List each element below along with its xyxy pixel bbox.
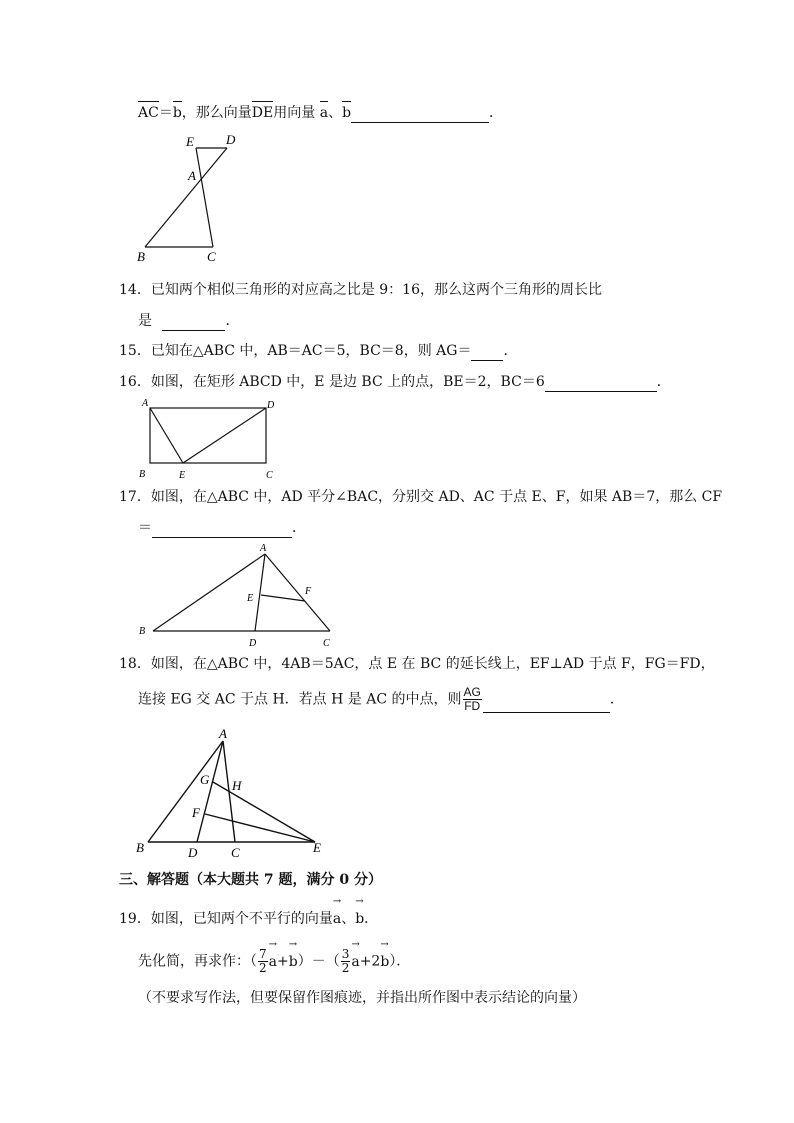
q16-end: ． bbox=[656, 374, 671, 390]
q15-line bbox=[119, 341, 517, 361]
fraction-3-2 bbox=[341, 948, 351, 975]
label-f: F bbox=[192, 805, 200, 820]
q19-line2 bbox=[138, 948, 410, 975]
fraction-numerator: 7 bbox=[259, 947, 267, 961]
segment-ec bbox=[196, 148, 213, 247]
segment-ef bbox=[261, 595, 305, 601]
plus-sign: + bbox=[277, 953, 289, 970]
answer-blank-14[interactable] bbox=[162, 314, 225, 331]
vector-b2: b bbox=[342, 105, 352, 121]
label-h: H bbox=[232, 778, 242, 793]
label-g: G bbox=[200, 772, 210, 787]
q19-line1 bbox=[119, 909, 378, 929]
q19-line3: （不要求写作法，但要保留作图痕迹，并指出所作图中表示结论的向量） bbox=[138, 990, 586, 1006]
fraction-denominator: FD bbox=[464, 699, 481, 713]
q14-line1: 14．已知两个相似三角形的对应高之比是 9：16，那么这两个三角形的周长比 bbox=[119, 282, 602, 298]
label-a: A bbox=[260, 543, 267, 554]
q14-end: ． bbox=[225, 313, 240, 329]
vector-de: DE bbox=[251, 105, 274, 121]
label-e: E bbox=[313, 840, 321, 855]
label-b: B bbox=[139, 626, 146, 637]
q15-text: 15．已知在△ABC 中，AB＝AC＝5，BC＝8，则 AG＝ bbox=[119, 343, 472, 359]
segment-ad bbox=[197, 741, 223, 842]
q17-line2 bbox=[138, 518, 306, 538]
segment-ge bbox=[213, 782, 315, 842]
vector-ac: AC bbox=[138, 105, 159, 121]
vector-b: → b bbox=[355, 909, 364, 929]
label-d: D bbox=[249, 638, 257, 649]
answer-blank-18[interactable] bbox=[483, 696, 610, 713]
q18-line2 bbox=[138, 686, 624, 713]
separator: 、 bbox=[341, 911, 356, 927]
q16-line bbox=[119, 372, 671, 392]
q18-figure bbox=[130, 722, 340, 862]
q17-end: ． bbox=[292, 520, 306, 536]
q18-line2-text: 连接 EG 交 AC 于点 H．若点 H 是 AC 的中点，则 bbox=[138, 691, 462, 708]
label-e: E bbox=[247, 593, 254, 604]
label-c: C bbox=[266, 470, 273, 481]
q13-end: ． bbox=[489, 105, 504, 121]
vector-b: → b bbox=[380, 952, 389, 972]
vector-a: a bbox=[319, 105, 329, 121]
label-d: D bbox=[226, 132, 236, 147]
answer-blank-13[interactable] bbox=[351, 106, 489, 123]
q13-text1: ，那么向量 bbox=[181, 105, 252, 121]
vector-a: → a bbox=[333, 909, 341, 929]
q16-text: 16．如图，在矩形 ABCD 中，E 是边 BC 上的点，BE＝2，BC＝6 bbox=[119, 374, 545, 390]
vector-a: → a bbox=[351, 952, 359, 972]
fraction-denominator: 2 bbox=[341, 961, 350, 975]
segment-ab bbox=[148, 741, 223, 842]
q19-text: 19．如图，已知两个不平行的向量 bbox=[119, 911, 333, 927]
label-e: E bbox=[179, 470, 186, 481]
rectangle-abcd bbox=[150, 408, 266, 463]
segment-ae bbox=[150, 408, 183, 463]
answer-blank-16[interactable] bbox=[545, 375, 657, 392]
label-a: A bbox=[188, 168, 196, 183]
separator: 、 bbox=[328, 105, 343, 121]
segment-db bbox=[145, 148, 227, 247]
segment-ac bbox=[265, 554, 330, 631]
section-3-heading: 三、解答题（本大题共 7 题，满分 0 分） bbox=[119, 872, 382, 888]
segment-ed bbox=[183, 408, 266, 463]
label-b: B bbox=[139, 469, 146, 480]
label-b: B bbox=[136, 840, 144, 855]
fraction-7-2 bbox=[258, 948, 268, 975]
plus-two: +2 bbox=[359, 953, 381, 970]
q16-figure bbox=[135, 396, 285, 484]
label-d: D bbox=[188, 845, 198, 860]
q15-end: ． bbox=[503, 343, 518, 359]
fraction-denominator: 2 bbox=[259, 961, 267, 975]
label-b: B bbox=[137, 249, 145, 264]
label-a: A bbox=[219, 726, 227, 741]
label-a: A bbox=[142, 398, 149, 409]
segment-ad bbox=[255, 554, 265, 631]
q17-figure bbox=[135, 540, 345, 652]
q19-end1: ． bbox=[364, 911, 379, 927]
q13-text2: 用向量 bbox=[273, 105, 316, 121]
label-e: E bbox=[186, 134, 194, 149]
q17-line1: 17．如图，在△ABC 中，AD 平分∠BAC，分别交 AD、AC 于点 E、F，如果 AB＝7，那么 CF bbox=[119, 489, 723, 505]
vector-b: b bbox=[172, 105, 182, 121]
answer-blank-15[interactable] bbox=[471, 344, 503, 361]
label-c: C bbox=[323, 638, 330, 649]
q13-figure bbox=[130, 130, 240, 265]
segment-fe bbox=[205, 814, 315, 842]
q18-end: ． bbox=[609, 691, 624, 708]
fraction-ag-fd bbox=[463, 686, 482, 713]
label-f: F bbox=[305, 586, 312, 597]
q18-line1: 18．如图，在△ABC 中，4AB＝5AC，点 E 在 BC 的延长线上，EF⊥AD 于点 F，FG＝FD， bbox=[119, 656, 715, 672]
label-c: C bbox=[207, 249, 216, 264]
q17-line2-text: ＝ bbox=[138, 520, 152, 536]
fraction-numerator: 3 bbox=[341, 947, 350, 961]
label-d: D bbox=[267, 400, 275, 411]
q14-line2-text: 是 bbox=[138, 313, 152, 329]
answer-blank-17[interactable] bbox=[152, 521, 292, 538]
label-c: C bbox=[231, 845, 240, 860]
q14-line2 bbox=[138, 311, 239, 331]
fraction-numerator: AG bbox=[463, 685, 481, 699]
q19-mid: ）－（ bbox=[297, 953, 340, 970]
q13-tail-line bbox=[138, 103, 503, 123]
q19-line2-text: 先化简，再求作：（ bbox=[138, 953, 257, 970]
vector-b: → b bbox=[289, 952, 298, 972]
vector-a: → a bbox=[269, 952, 277, 972]
q19-end2: ）． bbox=[389, 953, 411, 970]
equals: ＝ bbox=[158, 105, 173, 121]
